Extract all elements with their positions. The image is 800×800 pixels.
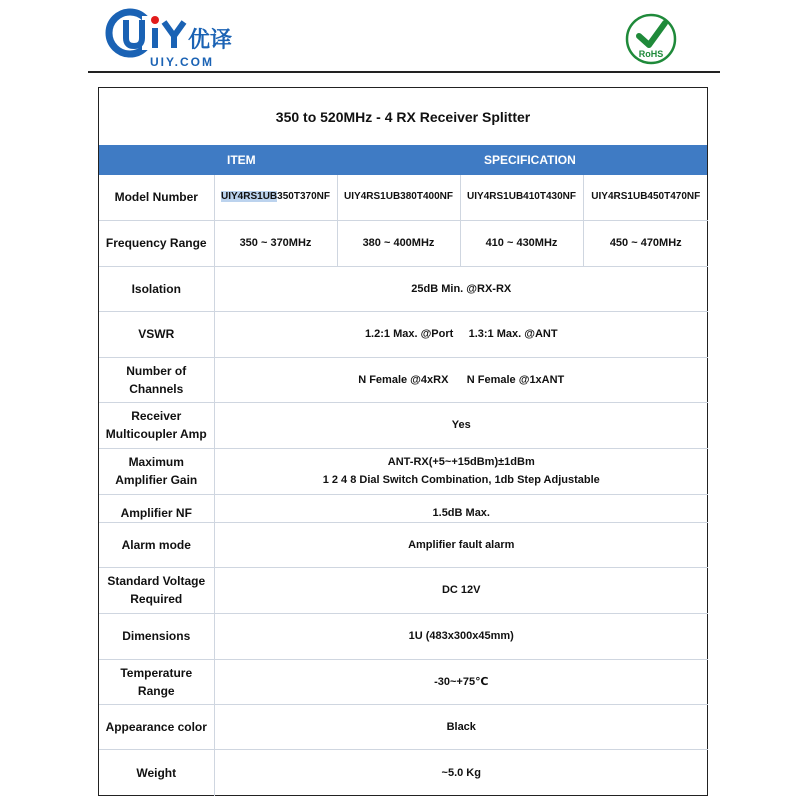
temperature-label: Temperature Range [99,659,214,704]
model-number-label: Model Number [99,175,214,220]
model-cell-2: UIY4RS1UB380T400NF [337,175,460,220]
table-row [99,567,708,613]
spec-table [99,175,708,796]
uiy-logo [104,6,284,70]
table-row [99,613,708,659]
table-row [99,704,708,749]
freq-cell-1: 350 ~ 370MHz [214,220,337,266]
dimensions-value: 1U (483x300x45mm) [214,613,708,659]
logo-chinese-text: 优译 [188,28,233,53]
freq-cell-2: 380 ~ 400MHz [337,220,460,266]
model-cell-3: UIY4RS1UB410T430NF [460,175,583,220]
table-row [99,749,708,796]
model-cell-4: UIY4RS1UB450T470NF [583,175,708,220]
table-row [99,311,708,357]
isolation-value: 25dB Min. @RX-RX [214,266,708,311]
table-row [99,175,708,220]
table-row [99,494,708,522]
alarm-label: Alarm mode [99,522,214,567]
nf-label: Amplifier NF [99,494,214,522]
weight-label: Weight [99,749,214,796]
frequency-range-label: Frequency Range [99,220,214,266]
dimensions-label: Dimensions [99,613,214,659]
model-cell-1 [214,175,337,220]
channels-value: N Female @4xRX N Female @1xANT [214,357,708,402]
model-highlight: UIY4RS1UB [221,191,278,203]
gain-label: Maximum Amplifier Gain [99,448,214,494]
gain-value-line-1: ANT-RX(+5~+15dBm)±1dBm [387,456,535,468]
appearance-color-label: Appearance color [99,704,214,749]
voltage-label: Standard Voltage Required [99,567,214,613]
nf-value: 1.5dB Max. [214,494,708,522]
table-row [99,522,708,567]
table-title: 350 to 520MHz - 4 RX Receiver Splitter [275,108,531,125]
freq-cell-3: 410 ~ 430MHz [460,220,583,266]
temperature-value: -30~+75℃ [214,659,708,704]
gain-value [214,448,708,494]
table-row [99,659,708,704]
gain-value-line-2: 1 2 4 8 Dial Switch Combination, 1db Step Adjustable [322,474,600,486]
vswr-value: 1.2:1 Max. @Port 1.3:1 Max. @ANT [214,311,708,357]
table-row [99,357,708,402]
alarm-value: Amplifier fault alarm [214,522,708,567]
logo-site-text: UIY.COM [150,55,215,69]
channels-label: Number of Channels [99,357,214,402]
voltage-value: DC 12V [214,567,708,613]
weight-value: ~5.0 Kg [214,749,708,796]
header-divider [88,71,720,73]
table-row [99,220,708,266]
table-row [99,402,708,448]
model-rest: 350T370NF [277,191,330,203]
vswr-label: VSWR [99,311,214,357]
multicoupler-label: Receiver Multicoupler Amp [99,402,214,448]
freq-cell-4: 450 ~ 470MHz [583,220,708,266]
isolation-label: Isolation [99,266,214,311]
column-header-band [99,145,707,175]
rohs-label: RoHS [638,49,664,59]
table-row [99,448,708,494]
specification-column-header: SPECIFICATION [484,153,576,167]
appearance-color-value: Black [214,704,708,749]
item-column-header: ITEM [227,153,256,167]
rohs-badge [624,12,678,66]
multicoupler-value: Yes [214,402,708,448]
page-header [0,0,800,74]
spec-table-frame [98,87,708,796]
table-row [99,266,708,311]
